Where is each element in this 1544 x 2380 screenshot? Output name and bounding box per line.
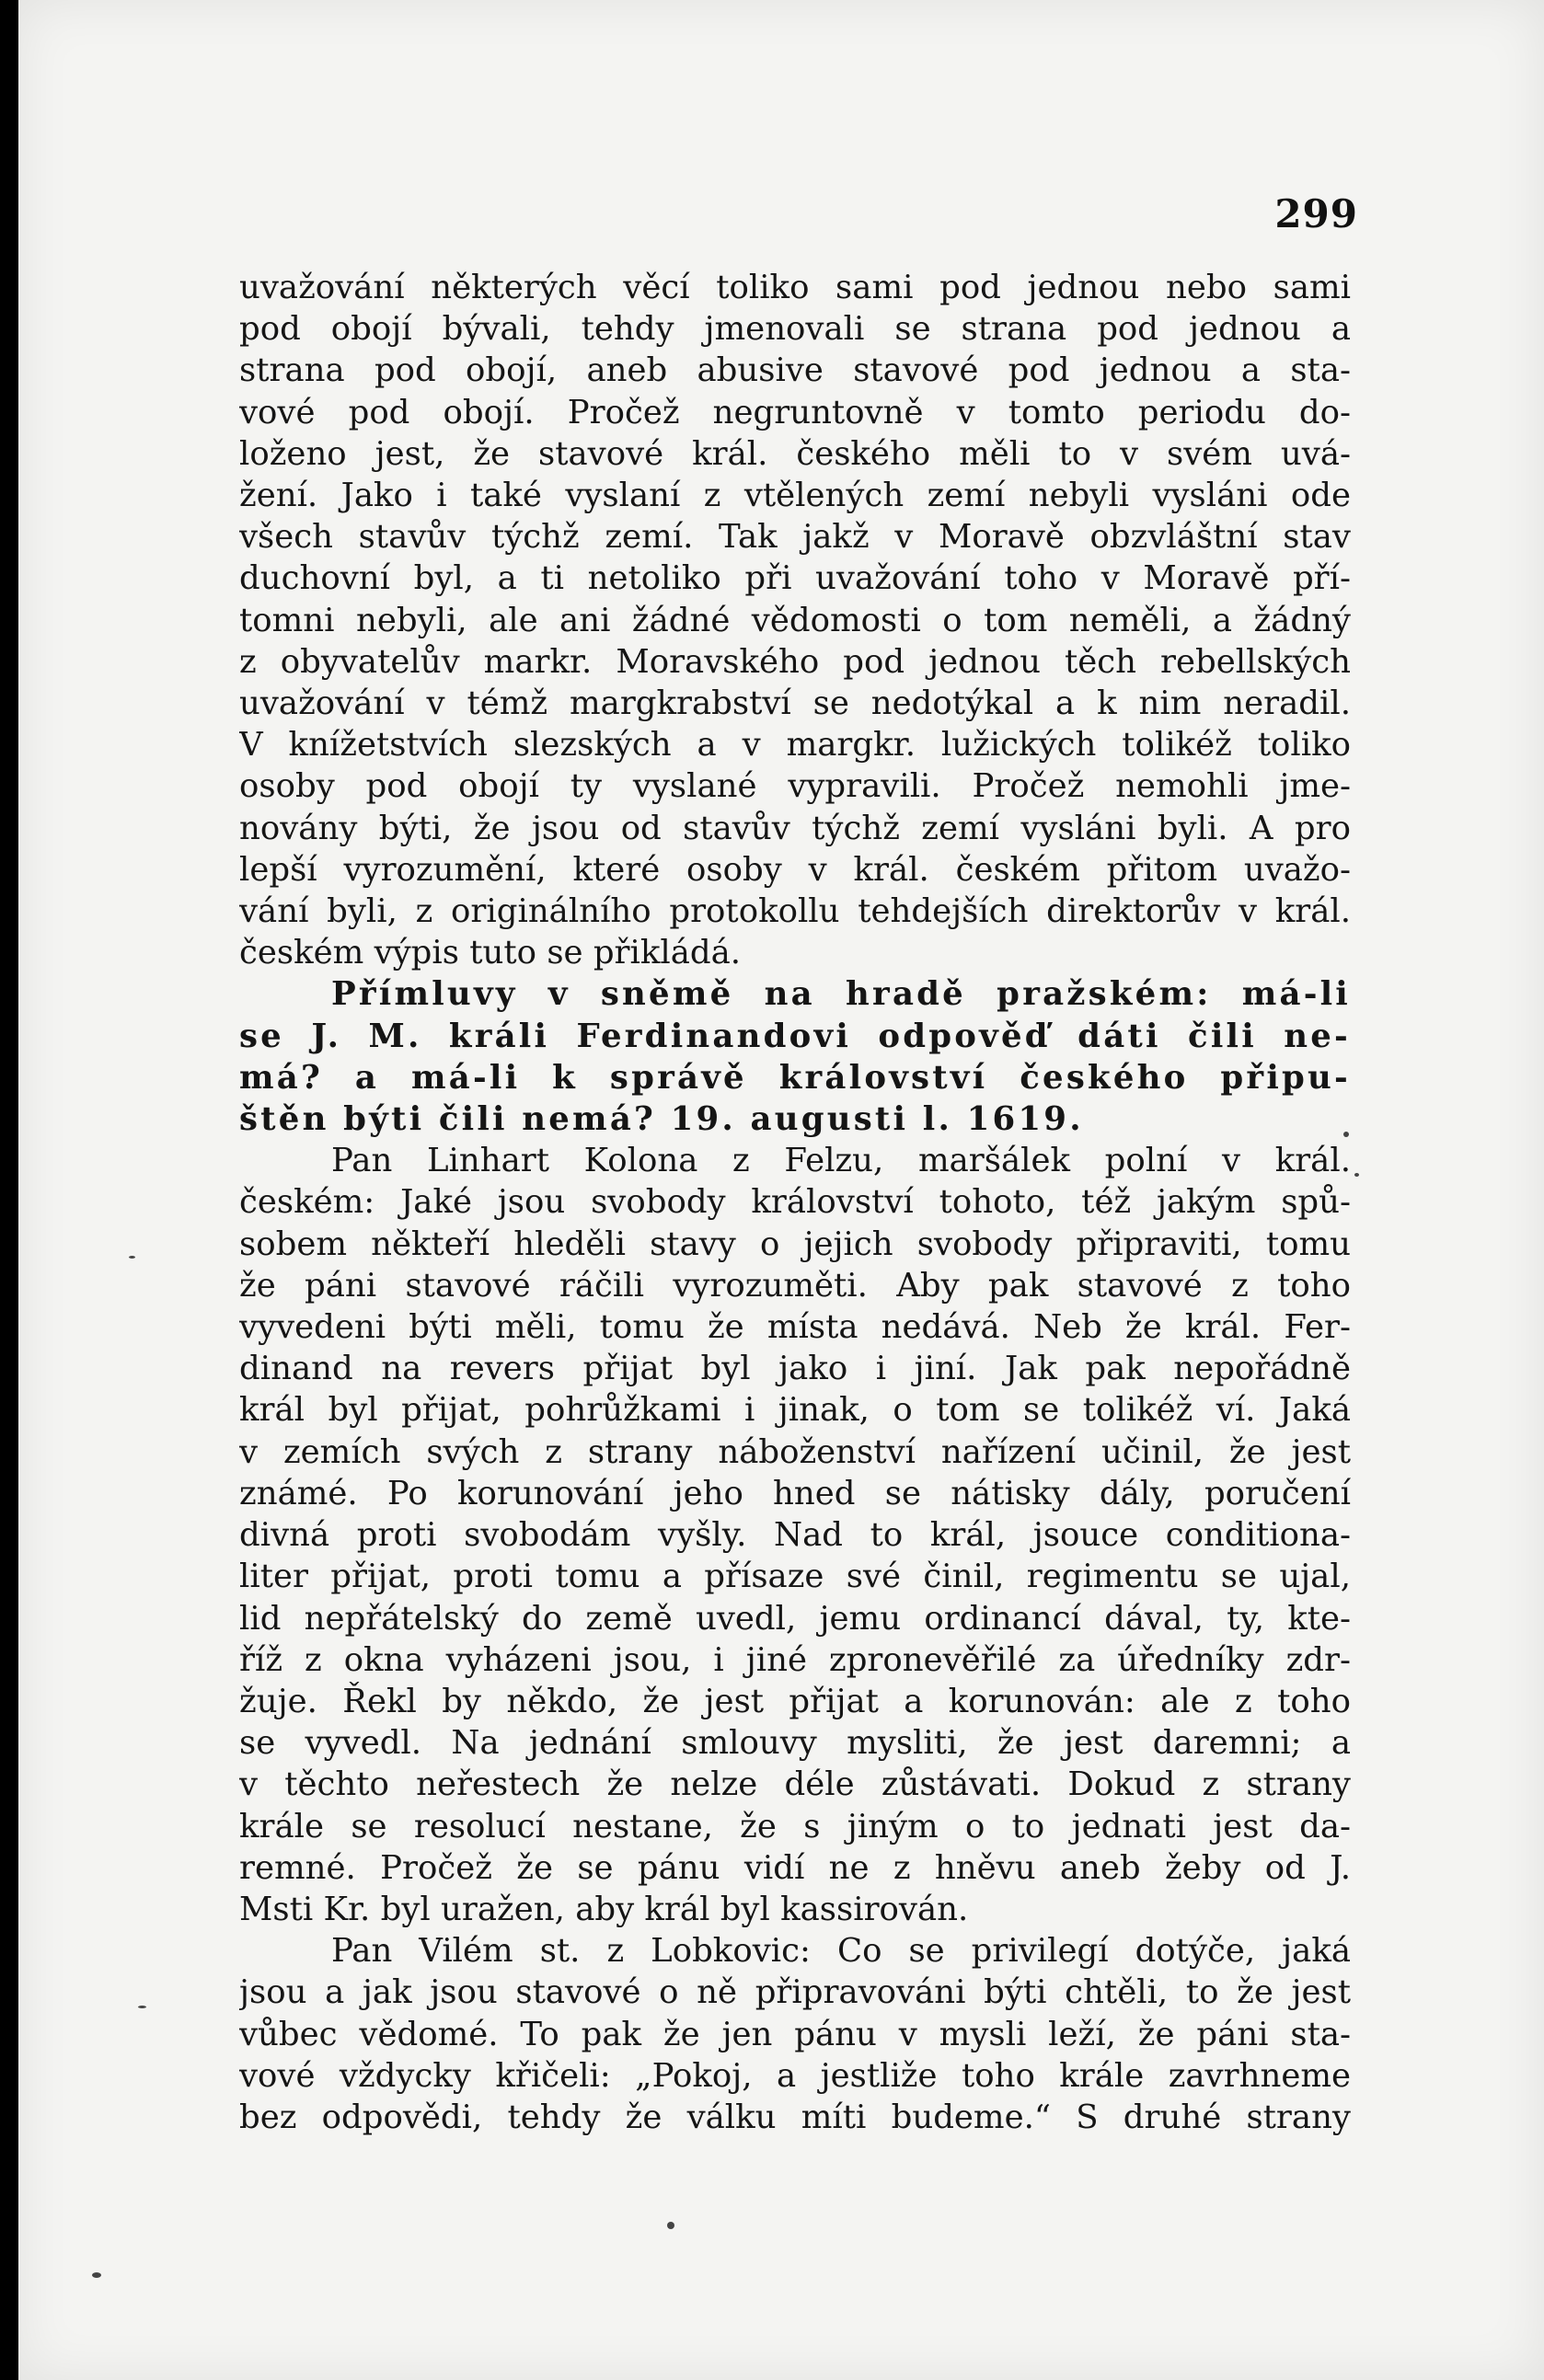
book-page: [18, 0, 1544, 2380]
text-line: že páni stavové ráčili vyrozuměti. Aby pak stavové z toho: [239, 1266, 1351, 1305]
text-line: Pan Linhart Kolona z Felzu, maršálek polní v král.: [331, 1142, 1351, 1180]
text-line: vové vždycky křičeli: „Pokoj, a jestliže toho krále zavrhneme: [239, 2056, 1351, 2095]
text-line: sobem někteří hleděli stavy o jejich svobody připraviti, tomu: [239, 1224, 1351, 1263]
scan-speck: [1343, 1132, 1349, 1137]
text-line: dinand na revers přijat byl jako i jiní. Jak pak nepořádně: [239, 1350, 1351, 1388]
text-line: V knížetstvích slezských a v margkr. lužických tolikéž toliko: [239, 726, 1351, 765]
text-line: tomni nebyli, ale ani žádné vědomosti o tom neměli, a žádný: [239, 601, 1351, 639]
text-line: českém výpis tuto se přikládá.: [239, 934, 742, 972]
text-line: loženo jest, že stavové král. českého měli to v svém uvá-: [239, 434, 1351, 473]
text-line: uvažování některých věcí toliko sami pod jednou nebo sami: [239, 269, 1351, 306]
text-line: lid nepřátelský do země uvedl, jemu ordinancí dával, ty, kte-: [239, 1599, 1351, 1638]
text-line: Pan Vilém st. z Lobkovic: Co se privilegí dotýče, jaká: [331, 1932, 1351, 1971]
text-line: českém: Jaké jsou svobody království tohoto, též jakým spů-: [239, 1183, 1351, 1222]
text-line: známé. Po korunování jeho hned se nátisky dály, poručení: [239, 1474, 1351, 1512]
text-line: remné. Pročež že se pánu vidí ne z hněvu aneb žeby od J.: [239, 1848, 1351, 1887]
text-line: v těchto neřestech že nelze déle zůstávati. Dokud z strany: [239, 1765, 1351, 1804]
scan-speck: [1354, 1173, 1359, 1177]
text-line: liter přijat, proti tomu a přísaze své činil, regimentu se ujal,: [239, 1558, 1351, 1596]
text-line: uvažování v témž margkrabství se nedotýkal a k nim neradil.: [239, 684, 1351, 723]
scan-speck: [92, 2272, 101, 2278]
heading-line: má? a má-li k správě království českého připu-: [239, 1058, 1351, 1097]
text-line: vání byli, z originálního protokollu tehdejších direktorův v král.: [239, 892, 1351, 931]
text-line: novány býti, že jsou od stavův týchž zemí vysláni byli. A pro: [239, 809, 1351, 847]
text-line: z obyvatelův markr. Moravského pod jednou těch rebellských: [239, 642, 1351, 681]
text-line: vůbec vědomé. To pak že jen pánu v mysli leží, že páni sta-: [239, 2015, 1351, 2053]
heading-line: štěn býti čili nemá? 19. augusti l. 1619.: [239, 1100, 1084, 1139]
text-line: v zemích svých z strany náboženství nařízení učinil, že jest: [239, 1432, 1351, 1471]
text-line: divná proti svobodám vyšly. Nad to král, jsouce conditiona-: [239, 1516, 1351, 1555]
heading-line: Přímluvy v sněmě na hradě pražském: má-li: [331, 975, 1351, 1014]
text-line: strana pod obojí, aneb abusive stavové pod jednou a sta-: [239, 351, 1351, 390]
scan-speck: [129, 1256, 135, 1259]
scan-speck: [138, 2006, 146, 2008]
body-text: [239, 267, 1351, 2138]
text-line: jsou a jak jsou stavové o ně připravováni býti chtěli, to že jest: [239, 1973, 1351, 2012]
heading-line: se J. M. králi Ferdinandovi odpověď dáti čili ne-: [239, 1017, 1351, 1055]
text-line: vyvedeni býti měli, tomu že místa nedává. Neb že král. Fer-: [239, 1308, 1351, 1347]
scan-speck: [667, 2222, 674, 2229]
text-line: vové pod obojí. Pročež negruntovně v tomto periodu do-: [239, 393, 1351, 431]
page-number: 299: [1274, 191, 1358, 236]
text-line: se vyvedl. Na jednání smlouvy mysliti, že jest daremni; a: [239, 1724, 1351, 1763]
text-line: král byl přijat, pohrůžkami i jinak, o tom se tolikéž ví. Jaká: [239, 1391, 1351, 1430]
text-line: všech stavův týchž zemí. Tak jakž v Moravě obzvláštní stav: [239, 518, 1351, 557]
text-line: osoby pod obojí ty vyslané vypravili. Pročež nemohli jme-: [239, 767, 1351, 806]
text-line: lepší vyrozumění, které osoby v král. českém přitom uvažo-: [239, 850, 1351, 889]
text-line: duchovní byl, a ti netoliko při uvažování toho v Moravě pří-: [239, 559, 1351, 598]
text-line: Msti Kr. byl uražen, aby král byl kassirován.: [239, 1890, 969, 1928]
text-line: říž z okna vyházeni jsou, i jiné zpronevěřilé za úředníky zdr-: [239, 1640, 1351, 1679]
text-line: krále se resolucí nestane, že s jiným o to jednati jest da-: [239, 1807, 1351, 1845]
text-line: žení. Jako i také vyslaní z vtělených zemí nebyli vysláni ode: [239, 477, 1351, 515]
text-line: žuje. Řekl by někdo, že jest přijat a korunován: ale z toho: [239, 1682, 1351, 1720]
text-line: pod obojí bývali, tehdy jmenovali se strana pod jednou a: [239, 310, 1351, 349]
text-line: bez odpovědi, tehdy že válku míti budeme.“ S druhé strany: [239, 2098, 1351, 2136]
